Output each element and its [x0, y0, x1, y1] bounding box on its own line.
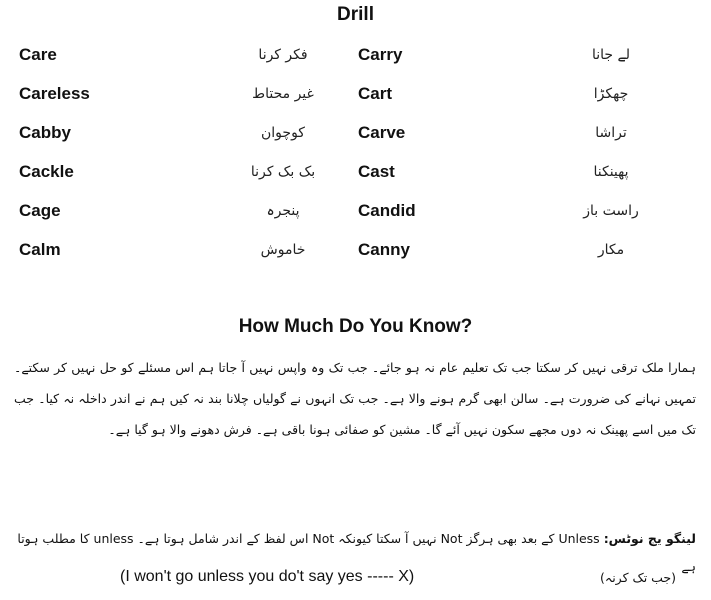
vocab-row: [0, 45, 711, 75]
urdu-meaning: لے جانا: [591, 47, 630, 63]
vocab-row: [0, 201, 711, 231]
vocab-row: [0, 84, 711, 114]
english-word: Care: [19, 45, 57, 64]
drill-title: Drill: [337, 4, 374, 25]
quiz-title: How Much Do You Know?: [238, 316, 473, 337]
urdu-meaning: کوچوان: [261, 125, 305, 141]
note-text: Unless کے بعد بھی ہرگز Not نہیں آ سکتا کیونکہ Not اس لفظ کے اندر شامل ہوتا ہے۔ unless کا مطلب ہوتا ہے: [17, 531, 696, 574]
urdu-meaning: خاموش: [260, 242, 306, 258]
urdu-meaning: تراشا: [595, 125, 627, 141]
english-word: Candid: [358, 201, 416, 220]
note-label: لینگو یج نوٹس:: [603, 531, 696, 546]
urdu-meaning: چھکڑا: [593, 86, 629, 102]
english-word: Calm: [19, 240, 61, 259]
english-word: Cast: [358, 162, 395, 181]
urdu-meaning: مکار: [597, 242, 625, 258]
english-word: Cackle: [19, 162, 74, 181]
note-meaning: (جب تک کرنہ): [600, 570, 677, 585]
vocab-row: [0, 123, 711, 153]
english-word: Careless: [19, 84, 90, 103]
english-word: Cabby: [19, 123, 71, 142]
urdu-meaning: راست باز: [583, 203, 639, 219]
vocab-row: [0, 162, 711, 192]
urdu-paragraph: ہمارا ملک ترقی نہیں کر سکتا جب تک تعلیم عام نہ ہو جائے۔ جب تک وہ واپس نہیں آ جاتا ہم اس مسئلے کو حل نہیں کر سکتے۔ تمہیں نہانے کی ضرورت ہے۔ سالن ابھی گرم ہونے والا ہے۔ جب تک انہوں نے گولیاں چلانا بند نہ کیں ہم نے اندر داخلہ نہ کیا۔ جب تک میں اسے پھینک نہ دوں مجھے سکون نہیں آئے گا۔ مشین کو صفائی ہونا باقی ہے۔ فرش دھونے والا ہو گیا ہے۔: [14, 360, 696, 437]
urdu-meaning: پھینکنا: [593, 164, 629, 180]
urdu-meaning: پنجرہ: [266, 203, 300, 219]
english-word: Cart: [358, 84, 393, 103]
urdu-meaning: غیر محتاط: [252, 86, 314, 102]
english-word: Carve: [358, 123, 406, 142]
urdu-meaning: بک بک کرنا: [250, 164, 316, 180]
urdu-meaning: فکر کرنا: [258, 47, 308, 63]
english-word: Carry: [358, 45, 403, 64]
vocab-row: [0, 240, 711, 270]
english-word: Cage: [19, 201, 61, 220]
english-word: Canny: [358, 240, 410, 259]
example-sentence: (I won't go unless you do't say yes ----- X): [120, 568, 415, 585]
